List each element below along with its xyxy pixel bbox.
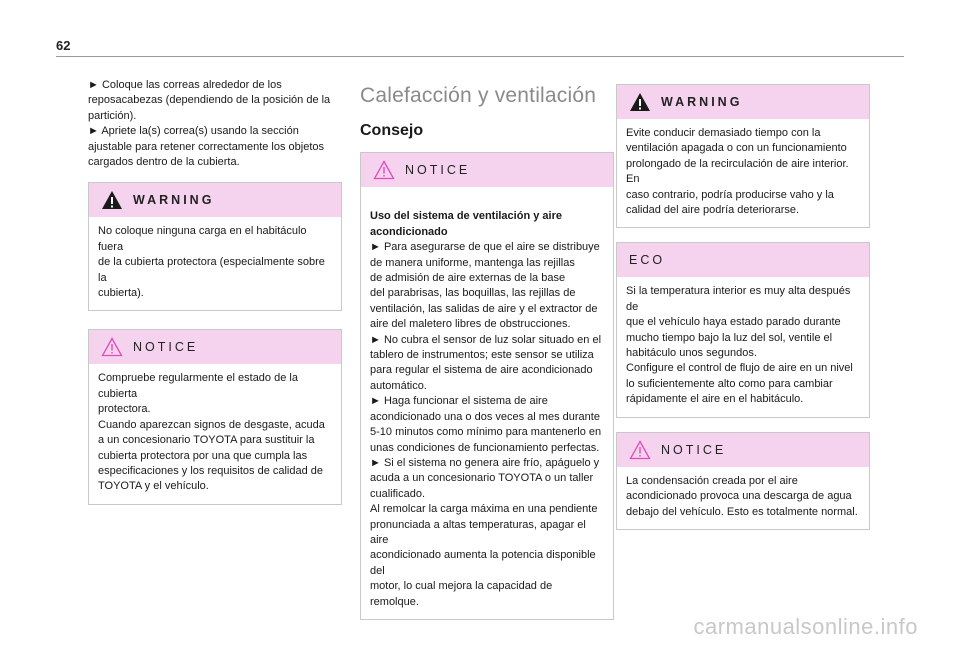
notice-box	[616, 432, 870, 530]
subsection-title: Consejo	[360, 122, 424, 139]
warning-box	[88, 182, 342, 311]
top-divider	[56, 56, 904, 57]
warning-box	[616, 84, 870, 228]
warning-title: WARNING	[133, 193, 215, 208]
warning-icon	[101, 190, 123, 210]
notice-body: La condensación creada por el aire acondicionado provoca una descarga de agua debajo del vehículo. Esto es totalmente normal.	[626, 474, 858, 518]
notice-header	[361, 153, 613, 187]
notice-box	[88, 329, 342, 504]
notice-lead: Uso del sistema de ventilación y aire acondicionado	[370, 210, 562, 238]
notice-body	[361, 187, 613, 619]
warning-title: WARNING	[661, 95, 743, 109]
notice-title: NOTICE	[661, 442, 727, 457]
warning-body: No coloque ninguna carga en el habitáculo fuera de la cubierta protectora (especialmente sobre la cubierta).	[98, 225, 325, 300]
notice-header	[89, 330, 341, 364]
warning-header	[617, 85, 869, 119]
notice-title: NOTICE	[405, 163, 471, 177]
section-title: Calefacción y ventilación	[360, 84, 597, 107]
notice-icon	[373, 160, 395, 180]
column-left	[88, 78, 342, 519]
notice-header	[617, 433, 869, 467]
notice-box-ventilation	[360, 152, 614, 620]
eco-header	[617, 243, 869, 277]
eco-title: ECO	[629, 253, 666, 268]
warning-header	[89, 183, 341, 217]
warning-body: Evite conducir demasiado tiempo con la ventilación apagada o con un funcionamiento prolongado de la recirculación de aire interior. En caso contrario, podría producirse vaho y la calidad del aire podría deteriorarse.	[626, 127, 849, 217]
column-middle	[360, 84, 614, 634]
intro-text: ► Coloque las correas alrededor de los reposacabezas (dependiendo de la posición de la partición). ► Apriete la(s) correa(s) usando la sección ajustable para retener correctamente los objetos cargados dentro de la cubierta.	[88, 79, 331, 169]
watermark: carmanualsonline.info	[693, 614, 918, 639]
warning-icon	[629, 92, 651, 112]
column-right	[616, 84, 870, 544]
notice-icon	[101, 337, 123, 357]
eco-box	[616, 242, 870, 417]
page-number: 62	[56, 38, 71, 53]
notice-icon	[629, 440, 651, 460]
eco-body: Si la temperatura interior es muy alta después de que el vehículo haya estado parado durante mucho tiempo bajo la luz del sol, ventile el habitáculo unos segundos. Configure el control de flujo de aire en un nivel lo suficientemente alto como para cambiar rápidamente el aire en el habitáculo.	[626, 285, 853, 406]
notice-body: Compruebe regularmente el estado de la cubierta protectora. Cuando aparezcan signos de desgaste, acuda a un concesionario TOYOTA para sustituir la cubierta protectora por una que cumpla las especificaciones y los requisitos de calidad de TOYOTA y el vehículo.	[98, 372, 325, 493]
notice-title: NOTICE	[133, 340, 199, 355]
notice-text: ► Para asegurarse de que el aire se distribuye de manera uniforme, mantenga las rejillas de admisión de aire externas de la base del parabrisas, las boquillas, las rejillas de ventilación, las salidas de aire y el extractor de aire del maletero libres de obstrucciones. ► No cubra el sensor de luz solar situado en el tablero de instrumentos; este sensor se utiliza para regular el sistema de aire acondicionado automático. ► Haga funcionar el sistema de aire acondicionado una o dos veces al mes durante 5-10 minutos como mínimo para mantenerlo en unas condiciones de funcionamiento perfectas. ► Si el sistema no genera aire frío, apáguelo y acuda a un concesionario TOYOTA o un taller cualificado. Al remolcar la carga máxima en una pendiente pronunciada a altas temperaturas, apagar el aire acondicionado aumenta la potencia disponible del motor, lo cual mejora la capacidad de remolque.	[370, 241, 602, 608]
